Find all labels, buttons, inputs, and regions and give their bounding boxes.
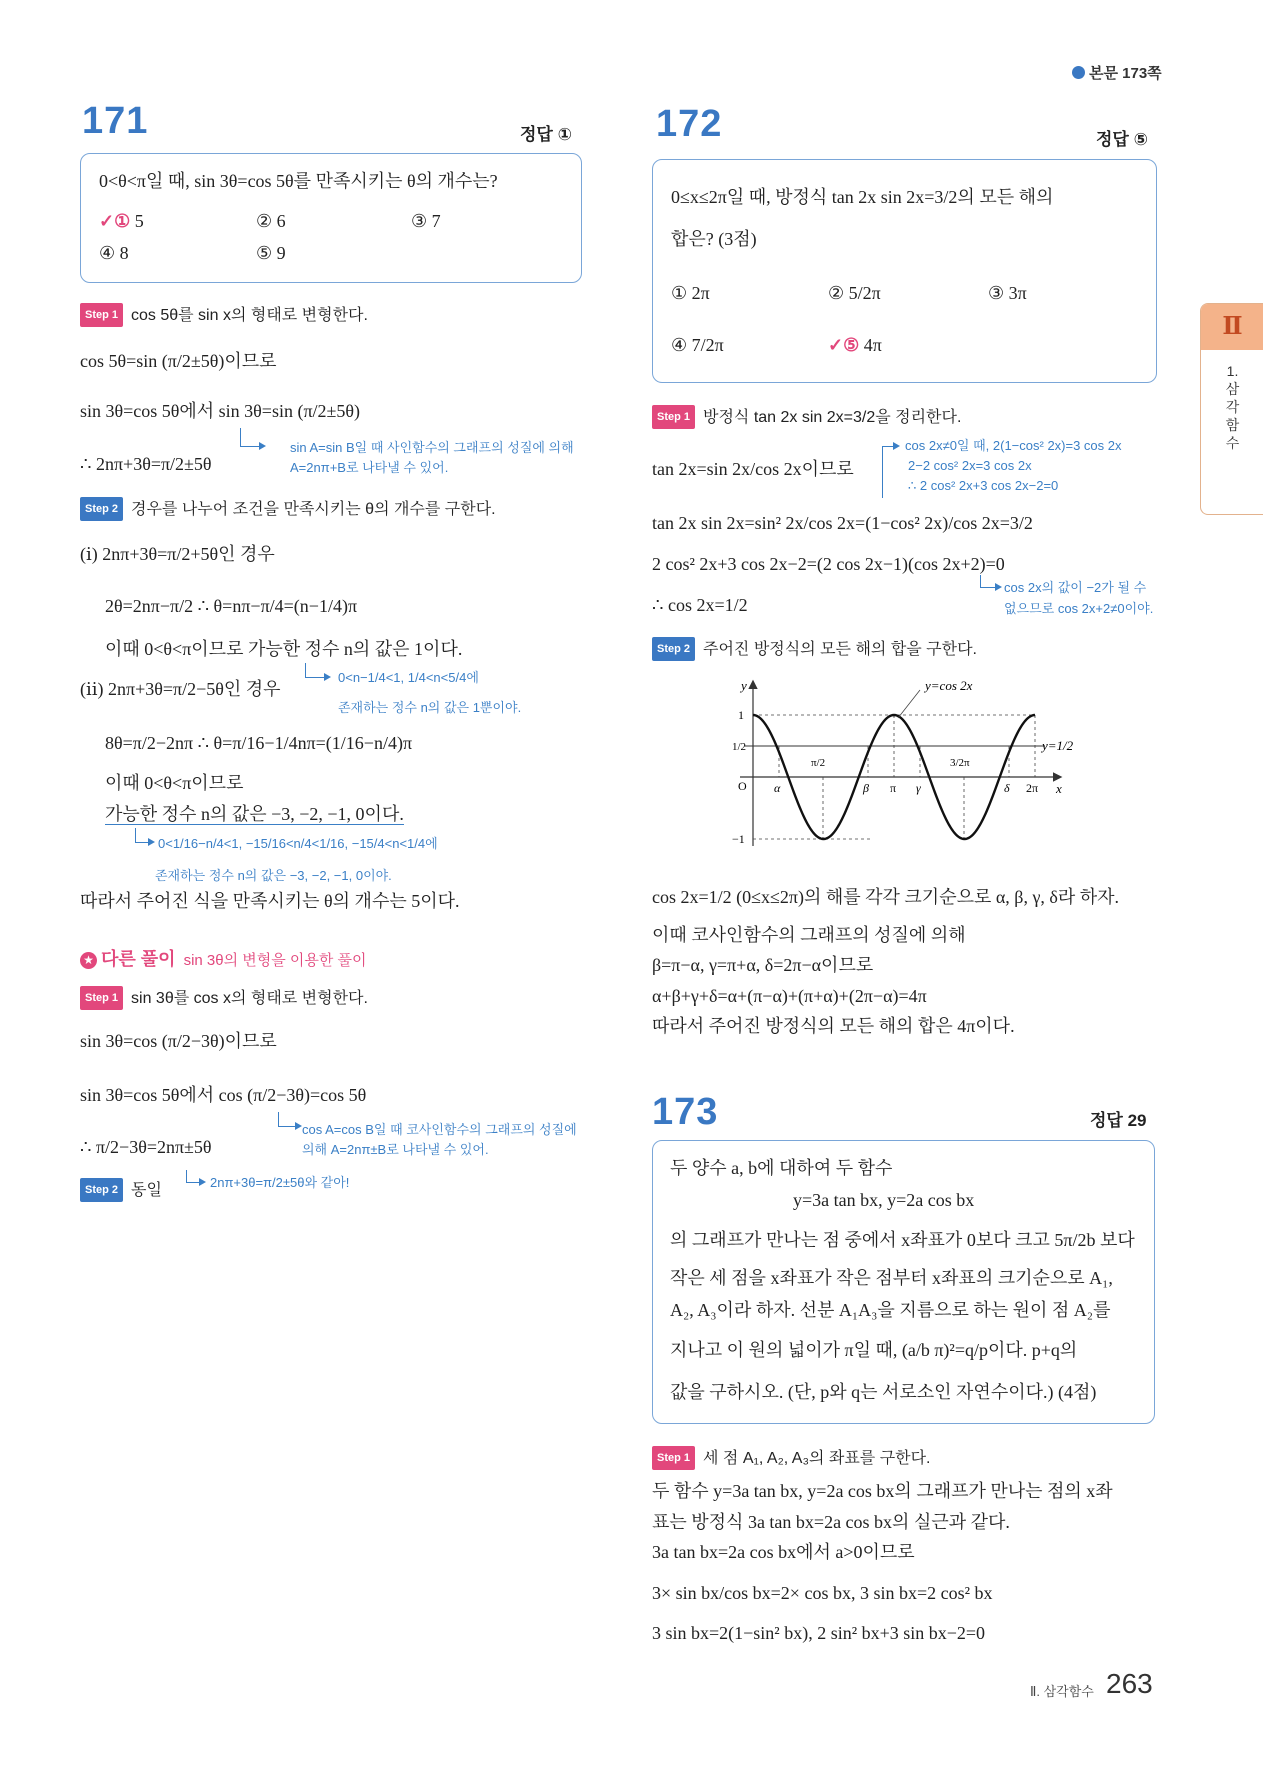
solution-line: sin 3θ=cos 5θ에서 cos (π/2−3θ)=cos 5θ bbox=[80, 1085, 367, 1105]
question-text-173: 값을 구하시오. (단, p와 q는 서로소인 자연수이다.) (4점) bbox=[670, 1382, 1097, 1402]
step-badge: Step 1 bbox=[80, 303, 123, 327]
alt-step2-heading: Step 2 동일 bbox=[80, 1178, 162, 1202]
origin-label: O bbox=[738, 779, 747, 793]
choice-5[interactable]: ⑤ 9 bbox=[256, 243, 286, 263]
note-text: A=2nπ+B로 나타낼 수 있어. bbox=[290, 460, 449, 475]
problem-number-172: 172 bbox=[656, 103, 723, 145]
answer-171: 정답 ① bbox=[520, 125, 572, 144]
footer-chapter: Ⅱ. 삼각함수 bbox=[1030, 1684, 1094, 1699]
cos-graph bbox=[720, 676, 1090, 856]
note-arrow-icon bbox=[148, 838, 155, 846]
x-tick-2pi: 2π bbox=[1026, 781, 1039, 795]
note-text: 없으므로 cos 2x+2≠0이야. bbox=[1004, 601, 1154, 616]
note-bracket bbox=[305, 663, 326, 678]
answer-173: 정답 29 bbox=[1090, 1111, 1147, 1130]
solution-line: ∴ cos 2x=1/2 bbox=[652, 595, 748, 615]
step2-heading-172: Step 2 주어진 방정식의 모든 해의 합을 구한다. bbox=[652, 637, 977, 661]
chapter-side-tab[interactable] bbox=[1200, 303, 1263, 515]
solution-line: cos 2x=1/2 (0≤x≤2π)의 해를 각각 크기순으로 α, β, γ, δ라 하자. bbox=[652, 887, 1120, 907]
choice-4[interactable]: ④ 8 bbox=[99, 243, 129, 263]
question-text-172: 0≤x≤2π일 때, 방정식 tan 2x sin 2x=3/2의 모든 해의 bbox=[671, 187, 1054, 207]
case-line: 2θ=2nπ−π/2 ∴ θ=nπ−π/4=(n−1/4)π bbox=[105, 596, 358, 616]
solution-line: β=π−α, γ=π+α, δ=2π−α이므로 bbox=[652, 955, 874, 975]
note-arrow-icon bbox=[324, 673, 331, 681]
choice-4[interactable]: ④ 7/2π bbox=[671, 335, 724, 355]
solution-line: 3a tan bx=2a cos bx에서 a>0이므로 bbox=[652, 1542, 915, 1562]
case-line: 가능한 정수 n의 값은 −3, −2, −1, 0이다. bbox=[105, 804, 404, 824]
x-tick-pi-half: π/2 bbox=[811, 757, 826, 769]
y-axis-label: y bbox=[741, 678, 747, 693]
x-axis-label: x bbox=[1056, 781, 1062, 796]
alternative-solution-heading: ★ 다른 풀이 sin 3θ의 변형을 이용한 풀이 bbox=[80, 948, 367, 972]
note-text: 0<1/16−n/4<1, −15/16<n/4<1/16, −15/4<n<1/4에 bbox=[158, 836, 438, 851]
x-tick-alpha: α bbox=[774, 781, 781, 795]
y-tick-minus1: −1 bbox=[732, 832, 745, 846]
checkmark-icon: ✓⑤ bbox=[828, 335, 860, 355]
note-bracket bbox=[882, 446, 883, 498]
choice-3[interactable]: ③ 7 bbox=[411, 211, 441, 231]
choice-1[interactable]: ① 2π bbox=[671, 283, 710, 303]
alt-step1-heading: Step 1 sin 3θ를 cos x의 형태로 변형한다. bbox=[80, 986, 368, 1010]
case-line: (ⅰ) 2nπ+3θ=π/2+5θ인 경우 bbox=[80, 544, 275, 564]
curve-label-pointer bbox=[898, 690, 920, 718]
question-box-173 bbox=[652, 1140, 1155, 1424]
solution-line: 3 sin bx=2(1−sin² bx), 2 sin² bx+3 sin bx−2=0 bbox=[652, 1623, 986, 1643]
choice-5[interactable]: ✓⑤ 4π bbox=[828, 335, 882, 355]
checkmark-icon: ✓① bbox=[99, 211, 131, 231]
question-text-173: 작은 세 점을 x좌표가 작은 점부터 x좌표의 크기순으로 A₁, bbox=[670, 1268, 1113, 1288]
note-text: 2−2 cos² 2x=3 cos 2x bbox=[908, 458, 1032, 473]
question-text-173: 지나고 이 원의 넓이가 π일 때, (a/b π)²=q/p이다. p+q의 bbox=[670, 1340, 1078, 1360]
question-text-171: 0<θ<π일 때, sin 3θ=cos 5θ를 만족시키는 θ의 개수는? bbox=[99, 171, 498, 191]
question-box-171 bbox=[80, 153, 582, 283]
question-text-173: 의 그래프가 만나는 점 중에서 x좌표가 0보다 크고 5π/2b 보다 bbox=[670, 1230, 1135, 1250]
step-badge: Step 2 bbox=[652, 637, 695, 661]
x-tick-beta: β bbox=[863, 781, 869, 795]
problem-number-171: 171 bbox=[82, 100, 149, 142]
solution-line: 이때 코사인함수의 그래프의 성질에 의해 bbox=[652, 925, 966, 945]
note-arrow-icon bbox=[199, 1178, 206, 1186]
note-text: 존재하는 정수 n의 값은 1뿐이야. bbox=[338, 700, 522, 715]
solution-line: sin 3θ=cos (π/2−3θ)이므로 bbox=[80, 1031, 277, 1051]
chapter-numeral: Ⅱ bbox=[1201, 304, 1263, 350]
note-text: 0<n−1/4<1, 1/4<n<5/4에 bbox=[338, 670, 479, 685]
y-tick-1: 1 bbox=[738, 708, 744, 722]
note-bracket bbox=[240, 428, 261, 447]
curve-label: y=cos 2x bbox=[925, 678, 973, 693]
note-text: 2nπ+3θ=π/2±5θ와 같아! bbox=[210, 1175, 350, 1190]
question-text-172: 합은? (3점) bbox=[671, 229, 757, 249]
solution-line: tan 2x=sin 2x/cos 2x이므로 bbox=[652, 459, 854, 479]
note-text: ∴ 2 cos² 2x+3 cos 2x−2=0 bbox=[908, 478, 1059, 493]
question-text-173: 두 양수 a, b에 대하여 두 함수 bbox=[670, 1158, 893, 1178]
problem-number-173: 173 bbox=[652, 1091, 719, 1133]
answer-172: 정답 ⑤ bbox=[1096, 130, 1148, 149]
case-line: (ⅱ) 2nπ+3θ=π/2−5θ인 경우 bbox=[80, 679, 281, 699]
conclusion-171: 따라서 주어진 식을 만족시키는 θ의 개수는 5이다. bbox=[80, 891, 460, 911]
note-arrow-icon bbox=[893, 442, 900, 450]
step2-heading-171: Step 2 경우를 나누어 조건을 만족시키는 θ의 개수를 구한다. bbox=[80, 497, 496, 521]
case-line: 이때 0<θ<π이므로 bbox=[105, 773, 244, 793]
star-icon: ★ bbox=[80, 952, 97, 969]
conclusion-172: 따라서 주어진 방정식의 모든 해의 합은 4π이다. bbox=[652, 1016, 1015, 1036]
choice-2[interactable]: ② 6 bbox=[256, 211, 286, 231]
note-text: cos 2x≠0일 때, 2(1−cos² 2x)=3 cos 2x bbox=[905, 438, 1122, 453]
note-text: cos 2x의 값이 −2가 될 수 bbox=[1004, 580, 1147, 595]
x-tick-delta: δ bbox=[1004, 781, 1010, 795]
y-tick-half: 1/2 bbox=[732, 741, 747, 753]
step1-heading-171: Step 1 cos 5θ를 sin x의 형태로 변형한다. bbox=[80, 303, 368, 327]
solution-line: 두 함수 y=3a tan bx, y=2a cos bx의 그래프가 만나는 점의 x좌 bbox=[652, 1481, 1113, 1501]
question-text-173: A₂, A₃이라 하자. 선분 A₁A₃을 지름으로 하는 원이 점 A₂를 bbox=[670, 1300, 1111, 1320]
note-arrow-icon bbox=[259, 442, 266, 450]
x-tick-pi: π bbox=[890, 781, 897, 795]
reference-icon bbox=[1072, 66, 1085, 79]
case-line: 이때 0<θ<π이므로 가능한 정수 n의 값은 1이다. bbox=[105, 639, 463, 659]
step1-heading-173: Step 1 세 점 A₁, A₂, A₃의 좌표를 구한다. bbox=[652, 1446, 931, 1470]
step-badge: Step 2 bbox=[80, 1178, 123, 1202]
solution-line: cos 5θ=sin (π/2±5θ)이므로 bbox=[80, 351, 277, 371]
choice-1[interactable]: ✓① 5 bbox=[99, 211, 144, 231]
solution-line: tan 2x sin 2x=sin² 2x/cos 2x=(1−cos² 2x)/cos 2x=3/2 bbox=[652, 513, 1033, 533]
question-formula-173: y=3a tan bx, y=2a cos bx bbox=[793, 1190, 975, 1210]
choice-2[interactable]: ② 5/2π bbox=[828, 283, 881, 303]
solution-line: 표는 방정식 3a tan bx=2a cos bx의 실근과 같다. bbox=[652, 1512, 1010, 1532]
note-text: cos A=cos B일 때 코사인함수의 그래프의 성질에 bbox=[302, 1122, 577, 1137]
solution-line: 2 cos² 2x+3 cos 2x−2=(2 cos 2x−1)(cos 2x+2)=0 bbox=[652, 554, 1005, 574]
step-badge: Step 1 bbox=[80, 986, 123, 1010]
question-box-172 bbox=[652, 159, 1157, 383]
solution-line: 3× sin bx/cos bx=2× cos bx, 3 sin bx=2 cos² bx bbox=[652, 1583, 993, 1603]
note-text: 의해 A=2nπ±B로 나타낼 수 있어. bbox=[302, 1142, 489, 1157]
step-badge: Step 2 bbox=[80, 497, 123, 521]
page-number: 263 bbox=[1106, 1668, 1153, 1699]
note-arrow-icon bbox=[295, 1122, 302, 1130]
step-badge: Step 1 bbox=[652, 405, 695, 429]
case-line: 8θ=π/2−2nπ ∴ θ=π/16−1/4nπ=(1/16−n/4)π bbox=[105, 733, 413, 753]
solution-line: sin 3θ=cos 5θ에서 sin 3θ=sin (π/2±5θ) bbox=[80, 401, 361, 421]
solution-line: α+β+γ+δ=α+(π−α)+(π+α)+(2π−α)=4π bbox=[652, 986, 927, 1006]
note-text: 존재하는 정수 n의 값은 −3, −2, −1, 0이야. bbox=[155, 868, 392, 883]
line-label: y=1/2 bbox=[1042, 738, 1074, 753]
x-tick-3pi-half: 3/2π bbox=[950, 757, 970, 769]
step1-heading-172: Step 1 방정식 tan 2x sin 2x=3/2을 정리한다. bbox=[652, 405, 961, 429]
solution-line: ∴ 2nπ+3θ=π/2±5θ bbox=[80, 454, 212, 474]
chapter-title: 1. 삼각함수 bbox=[1225, 363, 1240, 451]
page-reference: 본문 173쪽 bbox=[1072, 62, 1162, 83]
x-tick-gamma: γ bbox=[916, 781, 921, 795]
step-badge: Step 1 bbox=[652, 1446, 695, 1470]
note-text: sin A=sin B일 때 사인함수의 그래프의 성질에 의해 bbox=[290, 440, 574, 455]
choice-3[interactable]: ③ 3π bbox=[988, 283, 1027, 303]
solution-line: ∴ π/2−3θ=2nπ±5θ bbox=[80, 1137, 212, 1157]
note-arrow-icon bbox=[995, 583, 1002, 591]
